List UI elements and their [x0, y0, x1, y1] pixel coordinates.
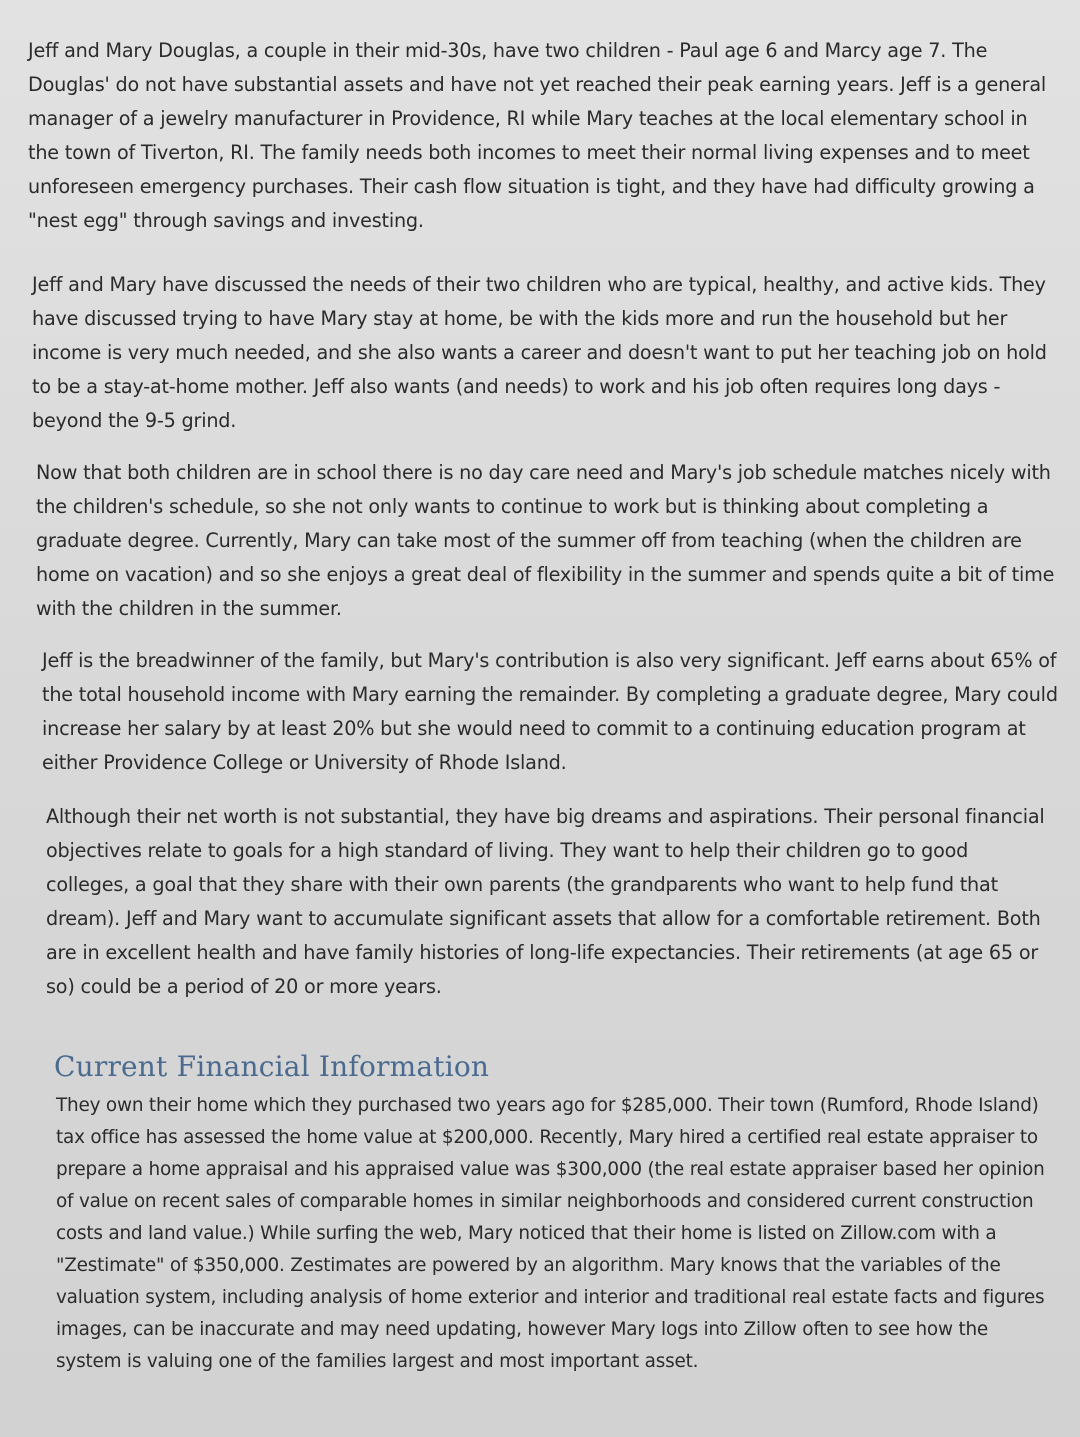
section-heading: Current Financial Information: [54, 1050, 490, 1083]
paragraph-income-split: Jeff is the breadwinner of the family, but Mary's contribution is also very significant. Jeff earns about 65% of the total household income with Mary earning the remainder. By completing a graduate degree, Mary could increase her salary by at least 20% but she would need to commit to a continuing education program at either Providence College or University of Rhode Island.: [42, 649, 1058, 774]
paragraph-children-needs: Jeff and Mary have discussed the needs of their two children who are typical, healthy, and active kids. They have discussed trying to have Mary stay at home, be with the kids more and run the household but her income is very much needed, and she also wants a career and doesn't want to put her teaching job on hold to be a stay-at-home mother. Jeff also wants (and needs) to work and his job often requires long days - beyond the 9-5 grind.: [32, 273, 1047, 432]
paragraph-home-valuation: They own their home which they purchased two years ago for $285,000. Their town (Rumford, Rhode Island) tax office has assessed the home value at $200,000. Recently, Mary hired a certified real estate appraiser to prepare a home appraisal and his appraised value was $300,000 (the real estate appraiser based her opinion of value on recent sales of comparable homes in similar neighborhoods and considered current construction costs and land value.) While surfing the web, Mary noticed that their home is listed on Zillow.com with a "Zestimate" of $350,000. Zestimates are powered by an algorithm. Mary knows that the variables of the valuation system, including analysis of home exterior and interior and traditional real estate facts and figures images, can be inaccurate and may need updating, however Mary logs into Zillow often to see how the system is valuing one of the families largest and most important asset.: [56, 1095, 1045, 1372]
paragraph-school-schedule: Now that both children are in school there is no day care need and Mary's job schedule matches nicely with the children's schedule, so she not only wants to continue to work but is thinking about completing a graduate degree. Currently, Mary can take most of the summer off from teaching (when the children are home on vacation) and so she enjoys a great deal of flexibility in the summer and spends quite a bit of time with the children in the summer.: [36, 461, 1055, 620]
paragraph-financial-goals: Although their net worth is not substantial, they have big dreams and aspirations. Their personal financial objectives relate to goals for a high standard of living. They want to help their children go to good colleges, a goal that they share with their own parents (the grandparents who want to help fund that dream). Jeff and Mary want to accumulate significant assets that allow for a comfortable retirement. Both are in excellent health and have family histories of long-life expectancies. Their retirements (at age 65 or so) could be a period of 20 or more years.: [46, 805, 1045, 998]
paragraph-family-overview: Jeff and Mary Douglas, a couple in their mid-30s, have two children - Paul age 6 and Marcy age 7. The Douglas' do not have substantial assets and have not yet reached their peak earning years. Jeff is a general manager of a jewelry manufacturer in Providence, RI while Mary teaches at the local elementary school in the town of Tiverton, RI. The family needs both incomes to meet their normal living expenses and to meet unforeseen emergency purchases. Their cash flow situation is tight, and they have had difficulty growing a "nest egg" through savings and investing.: [28, 39, 1047, 232]
